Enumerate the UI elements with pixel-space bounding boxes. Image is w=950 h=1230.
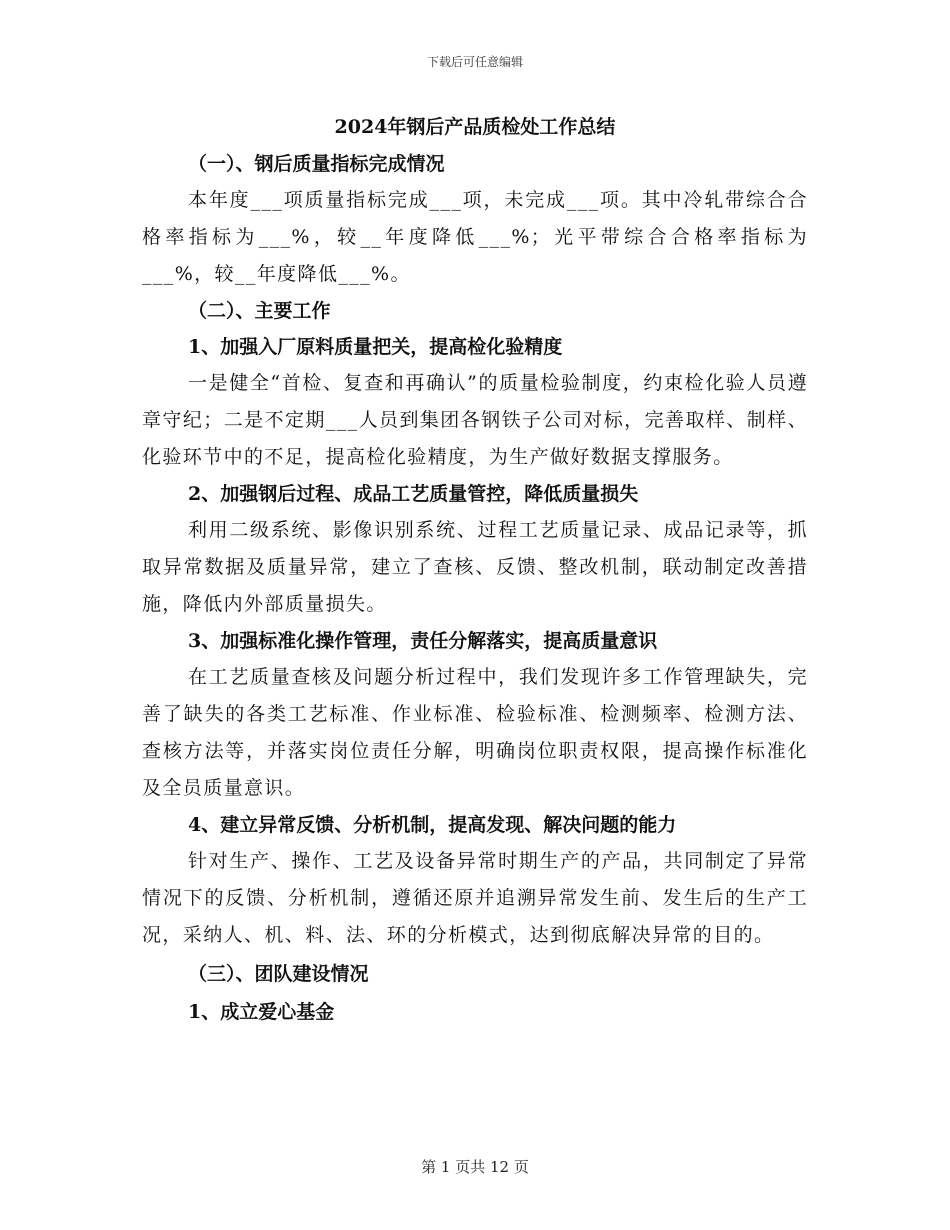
document-title: 2024年钢后产品质检处工作总结 — [334, 116, 616, 138]
section-heading-1: （一）、钢后质量指标完成情况 — [188, 153, 445, 175]
subsection-heading-2-1: 1、加强入厂原料质量把关，提高检化验精度 — [188, 336, 563, 358]
subsection-2-2-paragraph: 利用二级系统、影像识别系统、过程工艺质量记录、成品记录等，抓取异常数据及质量异常，建立了查核、反馈、整改机制，联动制定改善措施，降低内外部质量损失。 — [142, 519, 808, 615]
subsection-heading-2-2: 2、加强钢后过程、成品工艺质量管控，降低质量损失 — [188, 483, 639, 505]
page-footer: 第 1 页共 12 页 — [421, 1158, 529, 1176]
subsection-2-3-paragraph: 在工艺质量查核及问题分析过程中，我们发现许多工作管理缺失，完善了缺失的各类工艺标准、作业标准、检验标准、检测频率、检测方法、查核方法等，并落实岗位责任分解，明确岗位职责权限，提高操作标准化及全员质量意识。 — [142, 666, 808, 799]
subsection-heading-2-4: 4、建立异常反馈、分析机制，提高发现、解决问题的能力 — [188, 814, 677, 836]
document-body — [142, 112, 808, 1030]
subsection-2-4-paragraph: 针对生产、操作、工艺及设备异常时期生产的产品，共同制定了异常情况下的反馈、分析机制，遵循还原并追溯异常发生前、发生后的生产工况，采纳人、机、料、法、环的分析模式，达到彻底解决异常的目的。 — [142, 850, 808, 946]
subsection-2-1-paragraph: 一是健全“首检、复查和再确认”的质量检验制度，约束检化验人员遵章守纪；二是不定期___人员到集团各钢铁子公司对标，完善取样、制样、化验环节中的不足，提高检化验精度，为生产做好数据支撑服务。 — [142, 372, 808, 468]
subsection-heading-3-1: 1、成立爱心基金 — [188, 1001, 335, 1023]
section-heading-2: （二）、主要工作 — [188, 300, 331, 322]
section-1-paragraph: 本年度___项质量指标完成___项，未完成___项。其中冷轧带综合合格率指标为___%，较__年度降低___%；光平带综合合格率指标为___%，较__年度降低___%。 — [142, 189, 808, 285]
subsection-heading-2-3: 3、加强标准化操作管理，责任分解落实，提高质量意识 — [188, 630, 658, 652]
section-heading-3: （三）、团队建设情况 — [188, 963, 369, 985]
page-header-note: 下载后可任意编辑 — [426, 55, 523, 69]
